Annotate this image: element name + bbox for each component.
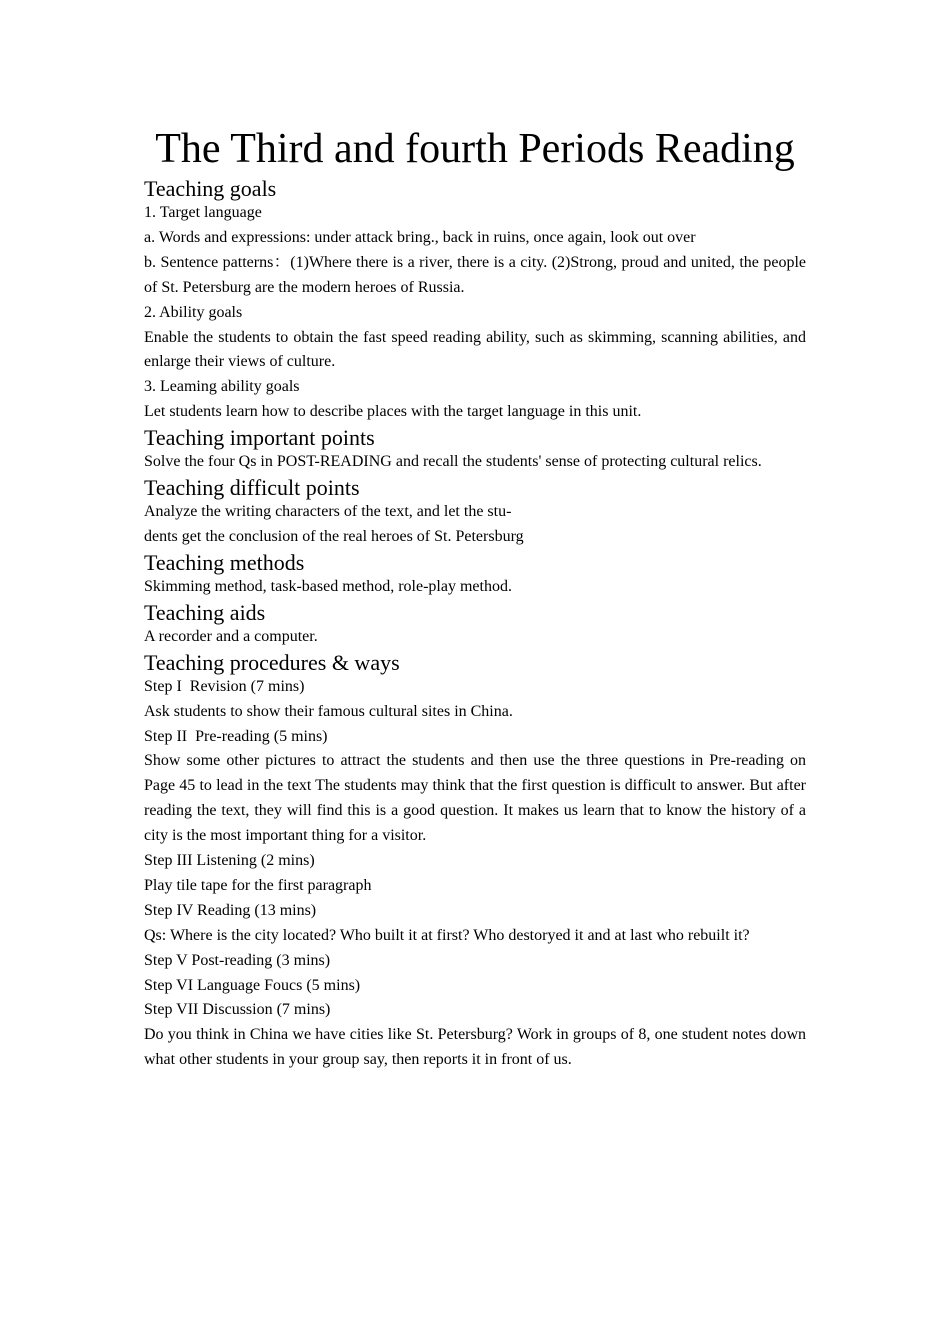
paragraph: Qs: Where is the city located? Who built it at first? Who destoryed it and at last who rebuilt it? bbox=[144, 926, 750, 944]
document-title: The Third and fourth Periods Reading bbox=[155, 126, 795, 172]
paragraph: Step IV Reading (13 mins) bbox=[144, 901, 317, 919]
paragraph: Step III Listening (2 mins) bbox=[144, 852, 315, 870]
paragraph: Do you think in China we have cities like St. Petersburg? Work in groups of 8, one student notes down what other students in your group say, then reports it in front of us. bbox=[144, 1026, 806, 1069]
paragraph: Analyze the writing characters of the text, and let the stu- bbox=[144, 503, 512, 521]
paragraph: b. Sentence patterns：(1)Where there is a river, there is a city. (2)Strong, proud and united, the people of St. Petersburg are the modern heroes of Russia. bbox=[144, 253, 806, 296]
section-heading-teaching-important-points: Teaching important points bbox=[144, 425, 375, 451]
paragraph: Play tile tape for the first paragraph bbox=[144, 876, 372, 894]
paragraph: a. Words and expressions: under attack bring., back in ruins, once again, look out over bbox=[144, 228, 696, 246]
paragraph: Show some other pictures to attract the students and then use the three questions in Pre-reading on Page 45 to lead in the text The students may think that the first question is difficult to answer. But after reading the text, they will find this is a good question. It makes us learn that to know the history of a city is the most important thing for a visitor. bbox=[144, 752, 806, 845]
paragraph: 1. Target language bbox=[144, 204, 262, 221]
section-heading-teaching-procedures: Teaching procedures & ways bbox=[144, 649, 400, 675]
paragraph: 3. Leaming ability goals bbox=[144, 378, 300, 396]
paragraph: Solve the four Qs in POST-READING and recall the students' sense of protecting cultural relics. bbox=[144, 453, 762, 471]
paragraph: Step II Pre-reading (5 mins) bbox=[144, 727, 328, 745]
paragraph: Step VII Discussion (7 mins) bbox=[144, 1001, 331, 1019]
paragraph: A recorder and a computer. bbox=[144, 627, 318, 645]
document-page bbox=[144, 124, 806, 1073]
section-heading-teaching-goals: Teaching goals bbox=[144, 176, 277, 201]
section-heading-teaching-difficult-points: Teaching difficult points bbox=[144, 475, 360, 501]
section-heading-teaching-methods: Teaching methods bbox=[144, 549, 305, 575]
paragraph: Let students learn how to describe places with the target language in this unit. bbox=[144, 403, 642, 421]
paragraph: Step I Revision (7 mins) bbox=[144, 677, 305, 695]
paragraph: dents get the conclusion of the real heroes of St. Petersburg bbox=[144, 527, 524, 545]
section-heading-teaching-aids: Teaching aids bbox=[144, 599, 266, 625]
paragraph: Enable the students to obtain the fast speed reading ability, such as skimming, scanning abilities, and enlarge their views of culture. bbox=[144, 328, 806, 371]
paragraph: Step VI Language Foucs (5 mins) bbox=[144, 976, 361, 994]
paragraph: 2. Ability goals bbox=[144, 303, 243, 321]
paragraph: Ask students to show their famous cultural sites in China. bbox=[144, 702, 513, 720]
paragraph: Skimming method, task-based method, role-play method. bbox=[144, 577, 512, 595]
paragraph: Step V Post-reading (3 mins) bbox=[144, 951, 331, 969]
